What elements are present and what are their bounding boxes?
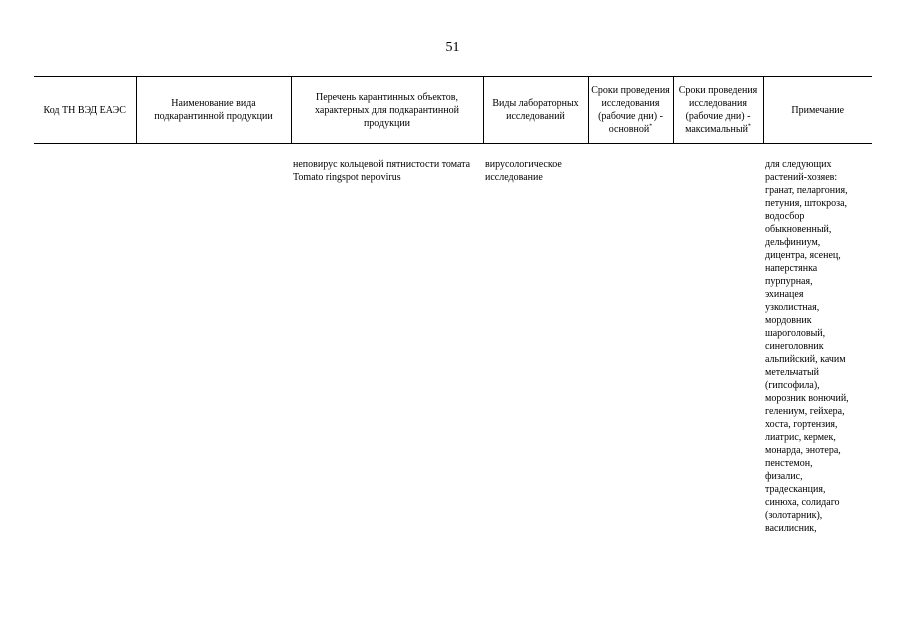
note-line: морозник вонючий, [765, 393, 849, 404]
note-line: петуния, штокроза, [765, 198, 848, 209]
footnote-mark: * [649, 123, 653, 130]
note-line: традесканция, [765, 484, 826, 495]
note-line: эхинацея [765, 289, 804, 300]
page-number: 51 [445, 40, 460, 55]
header-code: Код ТН ВЭД ЕАЭС [34, 77, 136, 144]
note-line: шароголовый, [765, 328, 826, 339]
note-line: хоста, гортензия, [765, 419, 838, 430]
note-line: для следующих [765, 159, 832, 170]
cell-lab: вирусологическое исследование [485, 159, 562, 183]
header-term-main: Сроки проведения исследования (рабочие дни) - основной* [588, 77, 673, 144]
note-line: растений-хозяев: [765, 172, 838, 183]
note-line: наперстянка [765, 263, 818, 274]
note-line: обыкновенный, [765, 224, 832, 235]
table-row [34, 144, 872, 536]
cell-note [763, 144, 872, 536]
quarantine-table [34, 76, 872, 535]
cell-term-max [673, 144, 763, 536]
note-line: лиатрис, кермек, [765, 432, 836, 443]
note-line: (золотарник), [765, 510, 823, 521]
note-line: гранат, пеларгония, [765, 185, 848, 196]
header-lab-research: Виды лабораторных исследований [483, 77, 588, 144]
note-line: синеголовник [765, 341, 824, 352]
note-line: узколистная, [765, 302, 820, 313]
footnote-mark: * [747, 123, 751, 130]
cell-code [34, 144, 136, 536]
table-header-row [34, 77, 872, 144]
note-line: альпийский, качим [765, 354, 846, 365]
cell-objects: неповирус кольцевой пятнистости томата Tomato ringspot nepovirus [293, 159, 471, 183]
header-product-name: Наименование вида подкарантинной продукции [136, 77, 291, 144]
note-line: дицентра, ясенец, [765, 250, 841, 261]
note-line: василисник, [765, 523, 817, 534]
header-term-max: Сроки проведения исследования (рабочие дни) - максимальный* [673, 77, 763, 144]
note-line: (гипсофила), [765, 380, 820, 391]
note-line: дельфиниум, [765, 237, 821, 248]
note-line: пенстемон, [765, 458, 813, 469]
note-line: монарда, энотера, [765, 445, 841, 456]
header-quarantine-objects: Перечень карантинных объектов, характерных для подкарантинной продукции [291, 77, 483, 144]
note-line: физалис, [765, 471, 803, 482]
note-line: метельчатый [765, 367, 820, 378]
cell-term-main [588, 144, 673, 536]
note-line: мордовник [765, 315, 812, 326]
note-line: синюха, солидаго [765, 497, 840, 508]
header-note: Примечание [763, 77, 872, 144]
note-line: водосбор [765, 211, 805, 222]
note-line: пурпурная, [765, 276, 813, 287]
note-line: гелениум, гейхера, [765, 406, 845, 417]
cell-product [136, 144, 291, 536]
